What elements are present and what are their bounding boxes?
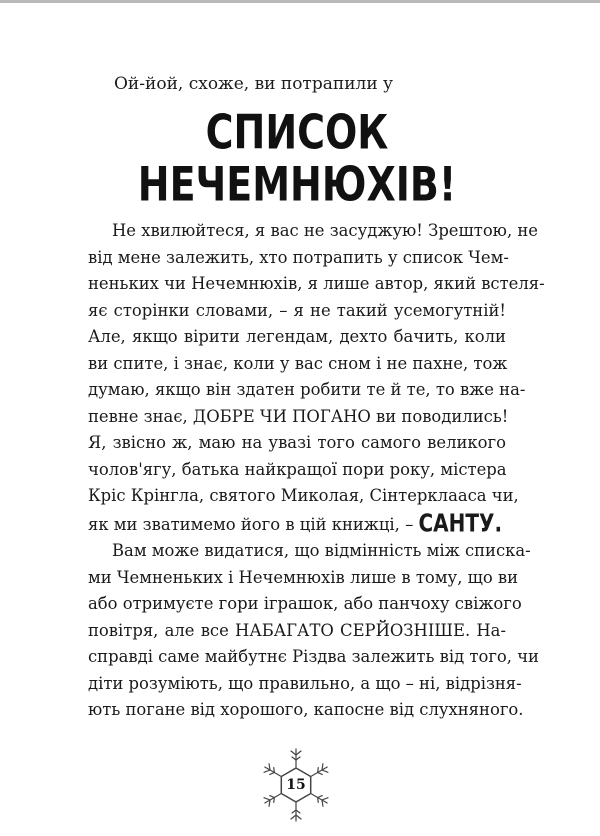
paragraph-2-line: або отримуєте гори іграшок, або панчоху свіжого — [88, 594, 522, 613]
title-line-1: СПИСОК — [205, 104, 389, 160]
intro-line: Ой-йой, схоже, ви потрапили у — [114, 74, 394, 94]
book-page — [88, 0, 545, 836]
paragraph-2-line: діти розуміють, що правильно, а що – ні, відрізня- — [88, 673, 522, 693]
title-line-2: НЕЧЕМНЮХІВ! — [137, 156, 457, 212]
paragraph-1-line: Кріс Крінгла, святого Миколая, Сінтерклааса чи, — [88, 486, 519, 505]
santa-word: САНТУ. — [418, 507, 503, 538]
paragraph-2-line: справді саме майбутнє Різдва залежить від того, чи — [88, 647, 539, 666]
paragraph-1-line: Я, звісно ж, маю на увазі того самого великого — [88, 433, 506, 452]
paragraph-2-line: повітря, але все НАБАГАТО СЕРЙОЗНІШЕ. На- — [88, 620, 506, 640]
page-number: 15 — [286, 777, 306, 793]
paragraph-2-line: Вам може видатися, що відмінність між списка- — [112, 541, 531, 560]
paragraph-1-line: Але, якщо вірити легендам, дехто бачить, коли — [88, 327, 506, 346]
paragraph-1-line: яє сторінки словами, – я не такий усемогутній! — [88, 300, 506, 320]
paragraph-1-line: ви спите, і знає, коли у вас сном і не пахне, тож — [88, 353, 508, 373]
paragraph-1-line: від мене залежить, хто потрапить у список Чем- — [88, 247, 509, 267]
paragraph-2-line: ють погане від хорошого, капосне від слухняного. — [88, 700, 524, 719]
paragraph-2-line: ми Чемненьких і Нечемнюхів лише в тому, що ви — [88, 567, 519, 587]
paragraph-1-line: думаю, якщо він здатен робити те й те, то вже на- — [88, 380, 526, 399]
paragraph-1-line: як ми зватимемо його в цій книжці, – — [88, 514, 414, 534]
paragraph-1-line: певне знає, ДОБРЕ ЧИ ПОГАНО ви поводились! — [88, 406, 509, 426]
paragraph-1-line: неньких чи Нечемнюхів, я лише автор, який встеля- — [88, 274, 545, 293]
paragraph-1-line: чолов'ягу, батька найкращої пори року, містера — [88, 459, 507, 479]
snowflake-ornament — [256, 745, 336, 825]
paragraph-1-last-line — [88, 507, 506, 539]
body-text — [88, 218, 545, 724]
paragraph-1-line: Не хвилюйтеся, я вас не засуджую! Зрештою, не — [112, 221, 538, 240]
